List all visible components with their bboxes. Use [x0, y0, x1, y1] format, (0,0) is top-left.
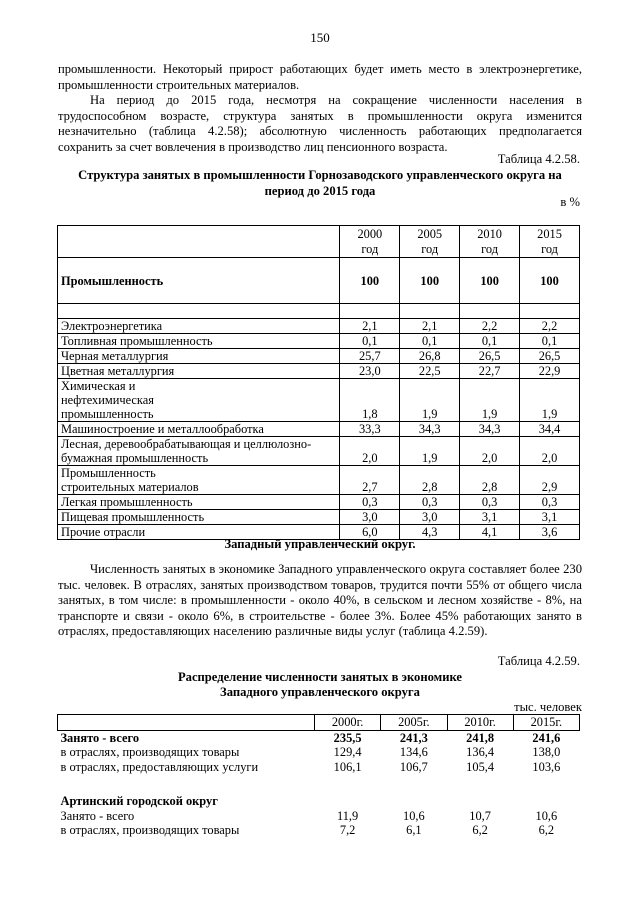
- cell-value: 0,3: [400, 495, 460, 510]
- cell-value: 25,7: [340, 349, 400, 364]
- cell-value: 3,1: [460, 510, 520, 525]
- spacer-cell: [520, 304, 580, 319]
- header-year: 2015: [537, 227, 562, 241]
- cell-value: 0,1: [520, 334, 580, 349]
- cell-value: 26,5: [520, 349, 580, 364]
- table-row: [58, 823, 580, 838]
- cell-value: 2,8: [460, 466, 520, 495]
- row-name: Легкая промышленность: [58, 495, 340, 510]
- cell-value: 134,6: [399, 745, 428, 759]
- header-year: 2010г.: [447, 715, 513, 731]
- table1-title: Структура занятых в промышленности Горнозаводского управленческого округа на период до 2015 года: [78, 168, 562, 198]
- cell-value: 23,0: [340, 364, 400, 379]
- table2-label: Таблица 4.2.59.: [497, 654, 580, 668]
- cell-value: 11,9: [337, 808, 359, 823]
- header-year: 2015г.: [513, 715, 579, 731]
- row-name: Машиностроение и металлообработка: [58, 422, 340, 437]
- header-year: 2005г.: [381, 715, 447, 731]
- table-row: [58, 510, 580, 525]
- cell-value: 0,3: [460, 495, 520, 510]
- cell-value: 129,4: [333, 745, 362, 759]
- row-name: Электроэнергетика: [58, 319, 340, 334]
- cell-value: 1,9: [460, 379, 520, 422]
- cell-value: 10,6: [403, 808, 425, 823]
- cell-value: 2,2: [460, 319, 520, 334]
- cell-value: 100: [460, 258, 520, 304]
- cell-value: 100: [520, 258, 580, 304]
- cell-value: 4,1: [460, 525, 520, 540]
- cell-value: 2,1: [340, 319, 400, 334]
- row-name: Пищевая промышленность: [58, 510, 340, 525]
- header-suffix: год: [361, 242, 379, 256]
- header-2015: [520, 226, 580, 258]
- cell-value: 1,9: [400, 379, 460, 422]
- table-row: [58, 437, 580, 466]
- table-row-total: [58, 258, 580, 304]
- intro-paragraph-1: промышленности. Некоторый прирост работающих будет иметь место в электроэнергетике, промышленности строительных материалов.: [58, 62, 582, 92]
- cell-value: 10,6: [535, 808, 558, 823]
- header-suffix: год: [421, 242, 439, 256]
- header-year: 2010: [477, 227, 502, 241]
- cell-value: 2,0: [340, 437, 400, 466]
- cell-value: 1,9: [520, 379, 580, 422]
- section-heading: Западный управленческий округ.: [224, 537, 416, 551]
- row-name: Черная металлургия: [58, 349, 340, 364]
- cell-value: 2,8: [400, 466, 460, 495]
- table2-title-line2: Западного управленческого округа: [220, 685, 420, 699]
- cell-value: 105,4: [466, 759, 495, 774]
- table-row: [58, 495, 580, 510]
- cell-value: 2,0: [460, 437, 520, 466]
- table-header-row: [58, 226, 580, 258]
- row-name: Цветная металлургия: [58, 364, 340, 379]
- spacer-cell: [340, 304, 400, 319]
- spacer-cell: [400, 304, 460, 319]
- cell-value: 2,0: [520, 437, 580, 466]
- table-row: [58, 730, 580, 745]
- table-header-blank: [58, 715, 315, 731]
- cell-value: 0,3: [520, 495, 580, 510]
- cell-value: 3,0: [340, 510, 400, 525]
- row-name: Прочие отрасли: [58, 525, 340, 540]
- row-name: Топливная промышленность: [58, 334, 340, 349]
- row-name: в отраслях, предоставляющих услуги: [60, 759, 259, 774]
- header-suffix: год: [481, 242, 499, 256]
- table1-unit: в %: [560, 195, 580, 209]
- cell-value: 34,3: [460, 422, 520, 437]
- cell-value: 4,3: [400, 525, 460, 540]
- cell-value: 6,2: [538, 823, 555, 837]
- table2-title-line1: Распределение численности занятых в экономике: [177, 670, 463, 684]
- cell-value: 3,6: [520, 525, 580, 540]
- row-name: в отраслях, производящих товары: [60, 745, 240, 759]
- table-row: [58, 422, 580, 437]
- cell-value: 6,0: [340, 525, 400, 540]
- spacer-cell: [58, 774, 580, 794]
- cell-value: 6,1: [406, 823, 422, 837]
- cell-value: 106,7: [399, 759, 428, 774]
- cell-value: 6,2: [472, 823, 488, 837]
- cell-value: 26,5: [460, 349, 520, 364]
- row-name: Химическая и нефтехимическая промышленность: [58, 379, 340, 422]
- cell-value: 241,3: [399, 730, 428, 745]
- cell-value: 241,6: [532, 730, 561, 745]
- cell-value: 22,5: [400, 364, 460, 379]
- cell-value: 22,9: [520, 364, 580, 379]
- table1-label: Таблица 4.2.58.: [497, 152, 580, 166]
- table2-unit: тыс. человек: [514, 700, 582, 714]
- cell-value: 2,2: [520, 319, 580, 334]
- header-2000: [340, 226, 400, 258]
- header-suffix: год: [541, 242, 558, 256]
- cell-value: 0,3: [340, 495, 400, 510]
- spacer-cell: [460, 304, 520, 319]
- table-row: [58, 334, 580, 349]
- spacer-cell: [58, 304, 340, 319]
- row-name: Занято - всего: [60, 730, 140, 745]
- cell-value: 3,0: [400, 510, 460, 525]
- table-row: [58, 379, 580, 422]
- cell-value: 0,1: [460, 334, 520, 349]
- header-2005: [400, 226, 460, 258]
- cell-value: 33,3: [340, 422, 400, 437]
- table-row: [58, 760, 580, 775]
- cell-value: 235,5: [333, 730, 362, 745]
- page-number: 150: [310, 30, 330, 45]
- cell-value: 103,6: [532, 759, 561, 774]
- table-row: [58, 319, 580, 334]
- row-name: в отраслях, производящих товары: [60, 823, 240, 837]
- row-name: Лесная, деревообрабатывающая и целлюлозно-бумажная промышленность: [58, 437, 340, 466]
- table-row-spacer: [58, 774, 580, 794]
- employment-distribution-table: [57, 714, 580, 838]
- cell-value: 3,1: [520, 510, 580, 525]
- table-row: [58, 364, 580, 379]
- header-year: 2000г.: [315, 715, 381, 731]
- header-year: 2000: [357, 227, 383, 241]
- cell-value: 100: [340, 258, 400, 304]
- row-name: Промышленность: [58, 258, 340, 304]
- cell-value: 0,1: [340, 334, 400, 349]
- cell-value: 22,7: [460, 364, 520, 379]
- subsection-name: Артинский городской округ: [60, 794, 218, 808]
- table-row: [58, 809, 580, 824]
- cell-value: 106,1: [333, 759, 362, 774]
- table-header-row: [58, 715, 580, 731]
- cell-value: 2,9: [520, 466, 580, 495]
- cell-value: 2,1: [400, 319, 460, 334]
- cell-value: 138,0: [532, 745, 561, 759]
- header-2010: [460, 226, 520, 258]
- cell-value: 136,4: [466, 745, 495, 759]
- cell-value: 1,8: [340, 379, 400, 422]
- cell-value: 34,4: [520, 422, 580, 437]
- cell-value: 241,8: [466, 730, 495, 745]
- employment-structure-table: [57, 225, 580, 540]
- table-row-spacer: [58, 304, 580, 319]
- row-name: Занято - всего: [60, 808, 135, 823]
- cell-value: 26,8: [400, 349, 460, 364]
- header-year: 2005: [417, 227, 443, 241]
- table-row: [58, 466, 580, 495]
- cell-value: 0,1: [400, 334, 460, 349]
- cell-value: 34,3: [400, 422, 460, 437]
- table-header-blank: [58, 226, 340, 258]
- cell-value: 7,2: [339, 823, 356, 837]
- table-row: [58, 349, 580, 364]
- table-row-subsection: [58, 794, 580, 809]
- row-name: Промышленность строительных материалов: [58, 466, 340, 495]
- cell-value: 100: [400, 258, 460, 304]
- section-paragraph: Численность занятых в экономике Западного управленческого округа составляет более 230 тыс. человек. В отраслях, занятых производством товаров, трудится почти 55% от общего числа занятых, в том числе: в промышленности - около 40%, в сельском и лесном хозяйстве - 8%, на транспорте и связи - около 6%, в строительстве - более 3%. Более 45% работающих занято в отраслях, предоставляющих населению различные виды услуг (таблица 4.2.59).: [58, 562, 582, 638]
- cell-value: 2,7: [340, 466, 400, 495]
- cell-value: 10,7: [469, 808, 491, 823]
- intro-paragraph-2: На период до 2015 года, несмотря на сокращение численности населения в трудоспособном возрасте, структура занятых в промышленности округа изменится незначительно (таблица 4.2.58); абсолютную численность работающих предполагается сохранить за счет вовлечения в производство лиц пенсионного возраста.: [58, 93, 582, 154]
- cell-value: 1,9: [400, 437, 460, 466]
- table-row: [58, 745, 580, 760]
